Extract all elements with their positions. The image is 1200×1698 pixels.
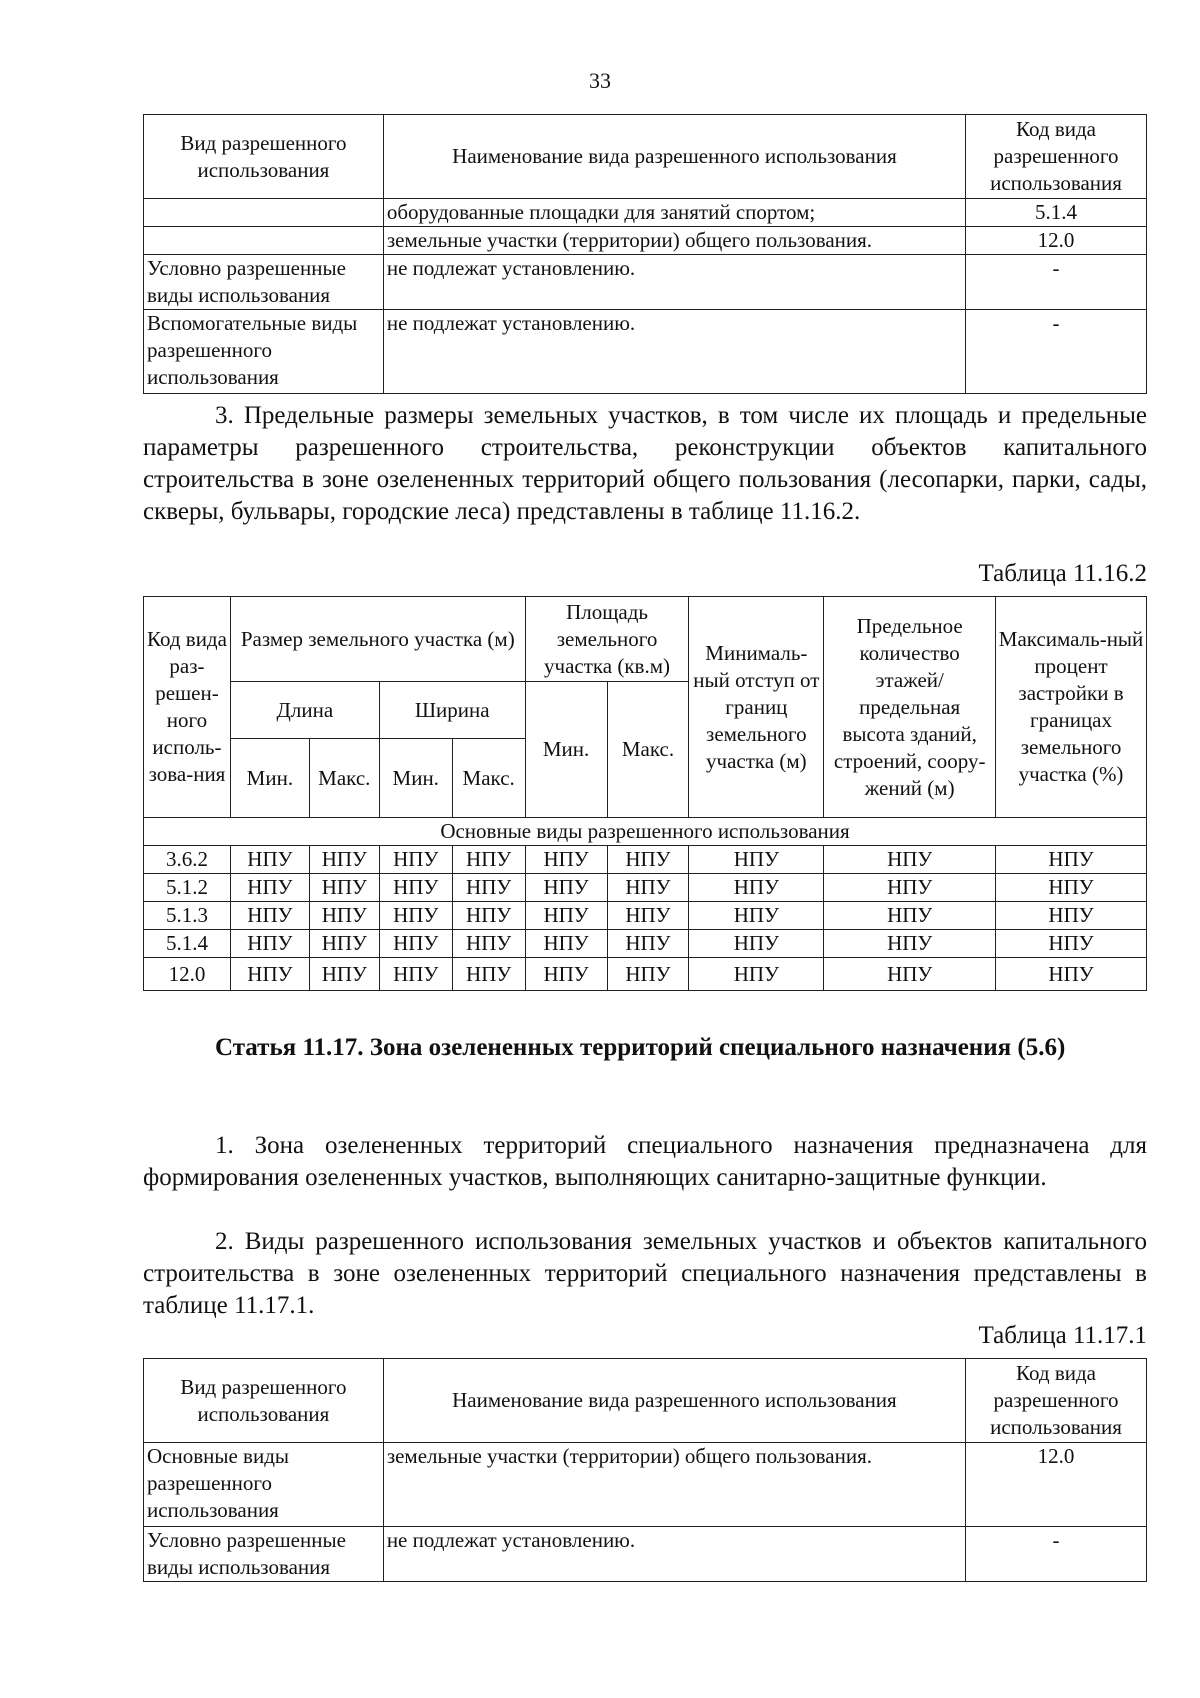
cell-code: 12.0 <box>966 227 1147 255</box>
cell-value: НПУ <box>824 846 996 874</box>
header-use-code: Код вида разрешенного использования <box>966 115 1147 199</box>
section-label: Основные виды разрешенного использования <box>144 818 1147 846</box>
cell-name: земельные участки (территории) общего пользования. <box>383 1443 965 1527</box>
header-width-min: Мин. <box>379 739 452 818</box>
cell-type <box>144 227 384 255</box>
cell-value: НПУ <box>379 902 452 930</box>
cell-value: НПУ <box>689 902 824 930</box>
cell-type: Условно разрешенные виды использования <box>144 1527 384 1582</box>
header-code: Код вида раз-решен-ного исполь-зова-ния <box>144 597 231 818</box>
cell-value: НПУ <box>452 846 525 874</box>
table-row <box>144 310 1147 394</box>
paragraph-2: 2. Виды разрешенного использования земельных участков и объектов капитального строительства в зоне озелененных территорий специального назначения представлены в таблице 11.17.1. <box>143 1228 1147 1319</box>
cell-value: НПУ <box>379 958 452 991</box>
cell-value: НПУ <box>230 846 309 874</box>
cell-value: НПУ <box>309 902 379 930</box>
table-header-row <box>144 115 1147 199</box>
row-code: 5.1.4 <box>144 930 231 958</box>
cell-value: НПУ <box>689 874 824 902</box>
cell-value: НПУ <box>452 930 525 958</box>
cell-value: НПУ <box>607 958 689 991</box>
page-number: 33 <box>589 68 611 93</box>
cell-code: 12.0 <box>966 1443 1147 1527</box>
paragraph-3: 3. Предельные размеры земельных участков, в том числе их площадь и предельные параметры разрешенного строительства, реконструкции объектов капитального строительства в зоне озелененных территорий общего пользования (лесопарки, парки, сады, скверы, бульвары, городские леса) представлены в таблице 11.16.2. <box>143 402 1147 525</box>
cell-value: НПУ <box>309 930 379 958</box>
header-area-max: Макс. <box>607 682 689 818</box>
cell-value: НПУ <box>607 874 689 902</box>
cell-value: НПУ <box>525 874 607 902</box>
cell-name: не подлежат установлению. <box>383 310 965 394</box>
table-header-row <box>144 1359 1147 1443</box>
cell-value: НПУ <box>452 874 525 902</box>
table-caption-11-17-1: Таблица 11.17.1 <box>978 1322 1147 1349</box>
cell-value: НПУ <box>996 958 1147 991</box>
paragraph-1: 1. Зона озелененных территорий специального назначения предназначена для формирования озелененных участков, выполняющих санитарно-защитные функции. <box>143 1132 1147 1191</box>
cell-value: НПУ <box>689 958 824 991</box>
article-heading: Статья 11.17. Зона озелененных территорий специального назначения (5.6) <box>215 1034 1066 1061</box>
table-row <box>144 199 1147 227</box>
table-row <box>144 255 1147 310</box>
header-use-name: Наименование вида разрешенного использования <box>383 1359 965 1443</box>
cell-name: не подлежат установлению. <box>383 255 965 310</box>
cell-value: НПУ <box>525 958 607 991</box>
cell-code: - <box>966 255 1147 310</box>
header-use-type: Вид разрешенного использования <box>144 1359 384 1443</box>
header-width-max: Макс. <box>452 739 525 818</box>
land-use-table-continued <box>143 114 1147 394</box>
cell-code: - <box>966 310 1147 394</box>
header-length-min: Мин. <box>230 739 309 818</box>
row-code: 5.1.2 <box>144 874 231 902</box>
header-width: Ширина <box>379 682 525 739</box>
cell-type <box>144 199 384 227</box>
cell-value: НПУ <box>525 930 607 958</box>
cell-value: НПУ <box>824 930 996 958</box>
cell-name: не подлежат установлению. <box>383 1527 965 1582</box>
cell-value: НПУ <box>525 846 607 874</box>
header-length-max: Макс. <box>309 739 379 818</box>
table-row <box>144 846 1147 874</box>
cell-type: Условно разрешенные виды использования <box>144 255 384 310</box>
table-row <box>144 1443 1147 1527</box>
cell-value: НПУ <box>525 902 607 930</box>
cell-value: НПУ <box>309 958 379 991</box>
header-use-name: Наименование вида разрешенного использования <box>383 115 965 199</box>
cell-code: - <box>966 1527 1147 1582</box>
table-row <box>144 874 1147 902</box>
cell-value: НПУ <box>452 958 525 991</box>
cell-value: НПУ <box>379 874 452 902</box>
header-length: Длина <box>230 682 379 739</box>
header-use-type: Вид разрешенного использования <box>144 115 384 199</box>
header-setback: Минималь-ный отступ от границ земельного участка (м) <box>689 597 824 818</box>
cell-value: НПУ <box>689 846 824 874</box>
cell-value: НПУ <box>689 930 824 958</box>
cell-value: НПУ <box>996 930 1147 958</box>
cell-value: НПУ <box>996 846 1147 874</box>
row-code: 12.0 <box>144 958 231 991</box>
cell-value: НПУ <box>452 902 525 930</box>
cell-value: НПУ <box>230 902 309 930</box>
header-size: Размер земельного участка (м) <box>230 597 525 682</box>
table-row <box>144 1527 1147 1582</box>
header-percent: Максималь-ный процент застройки в границах земельного участка (%) <box>996 597 1147 818</box>
cell-name: оборудованные площадки для занятий спортом; <box>383 199 965 227</box>
cell-value: НПУ <box>824 958 996 991</box>
cell-code: 5.1.4 <box>966 199 1147 227</box>
cell-value: НПУ <box>379 930 452 958</box>
table-row <box>144 958 1147 991</box>
table-header-row <box>144 597 1147 682</box>
cell-value: НПУ <box>607 846 689 874</box>
cell-value: НПУ <box>309 846 379 874</box>
cell-value: НПУ <box>607 930 689 958</box>
cell-value: НПУ <box>996 902 1147 930</box>
cell-value: НПУ <box>607 902 689 930</box>
land-use-table-11-17-1 <box>143 1358 1147 1582</box>
cell-value: НПУ <box>309 874 379 902</box>
cell-name: земельные участки (территории) общего пользования. <box>383 227 965 255</box>
cell-value: НПУ <box>230 874 309 902</box>
row-code: 3.6.2 <box>144 846 231 874</box>
table-row <box>144 227 1147 255</box>
cell-value: НПУ <box>996 874 1147 902</box>
header-use-code: Код вида разрешенного использования <box>966 1359 1147 1443</box>
section-row <box>144 818 1147 846</box>
cell-type: Основные виды разрешенного использования <box>144 1443 384 1527</box>
cell-type: Вспомогательные виды разрешенного использования <box>144 310 384 394</box>
table-caption-11-16-2: Таблица 11.16.2 <box>978 560 1147 587</box>
table-row <box>144 902 1147 930</box>
cell-value: НПУ <box>824 902 996 930</box>
table-row <box>144 930 1147 958</box>
cell-value: НПУ <box>379 846 452 874</box>
row-code: 5.1.3 <box>144 902 231 930</box>
cell-value: НПУ <box>230 958 309 991</box>
limits-table-11-16-2 <box>143 596 1147 991</box>
cell-value: НПУ <box>230 930 309 958</box>
header-area-min: Мин. <box>525 682 607 818</box>
header-area: Площадь земельного участка (кв.м) <box>525 597 689 682</box>
header-floors: Предельное количество этажей/ предельная высота зданий, строений, соору-жений (м) <box>824 597 996 818</box>
cell-value: НПУ <box>824 874 996 902</box>
